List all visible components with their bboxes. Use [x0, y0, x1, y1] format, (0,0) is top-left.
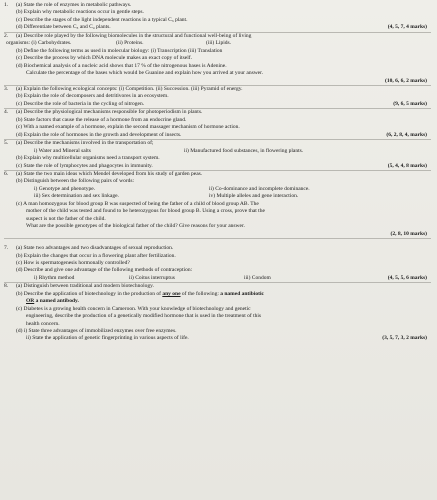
question-3 [4, 86, 431, 108]
q4-marks: (6, 2, 8, 4, marks) [386, 131, 427, 138]
q8-part-a: (a) Distinguish between traditional and modern biotechnology. [16, 283, 154, 290]
q5-part-c [4, 163, 431, 170]
q4-part-c: (c) With a named example of a hormone, explain the second massager mechanism of hormone action. [16, 124, 240, 131]
q3-part-b: (b) Explain the role of decomposers and detritivores in an ecosystem. [16, 93, 169, 100]
q6-part-c-1: (c) A man homozygous for blood group B was suspected of being the father of a child of blood group AB. The [16, 200, 259, 207]
q8-part-c-3: health concern. [26, 320, 60, 327]
q7-part-d-items [4, 275, 431, 282]
q8-part-d-2 [4, 335, 431, 342]
q5-part-c-text: (c) State the role of lymphocytes and phagocytes in immunity. [16, 162, 153, 169]
q5-item-food: ii) Manufactured food substances, in flowering plants. [184, 147, 304, 154]
q1-marks: (4, 5, 7, 4 marks) [387, 24, 427, 31]
q8-option-antibiotic: a named antibiotic [220, 290, 264, 297]
question-number: 8. [4, 283, 9, 290]
q8-marks: (3, 5, 7, 3, 2 marks) [382, 335, 427, 342]
question-7 [4, 245, 431, 282]
q8-any-one: any one [162, 290, 181, 297]
question-8 [4, 283, 431, 343]
q1-part-c: (c) Describe the stages of the light independent reactions in a typical C₃ plant. [16, 16, 188, 23]
q8-part-b-text: (b) Describe the application of biotechnology in the production of [16, 290, 163, 297]
question-6 [4, 171, 431, 238]
q2-item-carbohydrates: organisms: (i) Carbohydrates. [6, 40, 72, 47]
q7-part-c: (c) How is spermatogenesis hormonally controlled? [16, 259, 130, 266]
q5-part-a: (a) Describe the mechanisms involved in the transportation of; [16, 140, 154, 147]
q2-part-b: (b) Define the following terms as used in molecular biology: (i) Transcription (iii) Translation [16, 47, 223, 54]
q6-part-c-2: mother of the child was tested and found to be heterozygous for blood group B. Using a cross, prove that the [26, 208, 265, 215]
q6-part-c-3: suspect is not the father of the child. [26, 215, 106, 222]
question-5 [4, 140, 431, 170]
q8-part-c-1: (c) Diabetes is a growing health concern in Cameroon. With your knowledge of biotechnology and genetic [16, 305, 251, 312]
q6-item-sex-determination: iii) Sex determination and sex linkage. [34, 193, 119, 200]
q6-part-a: (a) State the two main ideas which Mendel developed from his study of garden peas. [16, 170, 203, 177]
q1-part-a: (a) State the role of enzymes in metabolic pathways. [16, 2, 132, 8]
q8-part-d-2-text: ii) State the application of genetic fingerprinting in various aspects of life. [26, 335, 189, 342]
q6-marks: (2, 8, 10 marks) [390, 230, 427, 237]
q8-part-b-text-2: of the following: [180, 290, 221, 297]
q2-marks-line [4, 78, 431, 85]
q7-part-d: (d) Describe and give one advantage of the following methods of contraception: [16, 267, 193, 274]
q1-part-d [4, 24, 431, 31]
q5-part-a-items [4, 148, 431, 155]
q7-item-condom: iii) Condom [244, 274, 271, 281]
q8-part-b-2 [4, 298, 431, 305]
q2-item-lipids: (iii) Lipids. [206, 40, 232, 47]
divider [4, 238, 431, 239]
question-number: 1. [4, 2, 9, 8]
q6-part-b-row2 [4, 193, 431, 200]
question-1 [4, 2, 431, 32]
question-number: 7. [4, 245, 9, 252]
q3-part-c [4, 101, 431, 108]
q5-item-water: i) Water and Mineral salts [34, 147, 91, 154]
question-number: 2. [4, 32, 9, 39]
question-number: 3. [4, 85, 9, 92]
q7-part-b: (b) Explain the changes that occur in a flowering plant after fertilization. [16, 252, 176, 259]
q2-part-d: (d) Biochemical analysis of a nucleic acid shows that 17 % of the nitrogenous bases is Adenine. [16, 62, 227, 69]
q6-item-codominance: ii) Co-dominance and incomplete dominance. [209, 185, 310, 192]
q2-part-a: (a) Describe role played by the following biomolecules in the structural and functional well-being of living [16, 32, 252, 39]
q2-part-a-items [4, 40, 431, 47]
q2-part-c: (c) Describe the process by which DNA molecule makes an exact copy of itself. [16, 55, 192, 62]
question-2 [4, 33, 431, 85]
q8-part-c-2: engineering, describe the production of a genetically modified hormone that is used in the treatment of this [26, 313, 262, 320]
q3-part-a: (a) Explain the following ecological concepts: (i) Competition. (ii) Succession. (iii) Pyramid of energy. [16, 85, 243, 92]
q4-part-b: (b) State factors that cause the release of a hormone from an endocrine gland. [16, 116, 187, 123]
q4-part-d-text: (d) Explain the role of hormones in the growth and development of insects. [16, 131, 182, 138]
q7-marks: (4, 5, 5, 6 marks) [387, 274, 427, 281]
q2-part-d-2: Calculate the percentage of the bases which would be Guanine and explain how you arrived at your answer. [26, 70, 264, 77]
q5-marks: (5, 4, 4, 8 marks) [387, 162, 427, 169]
question-number: 6. [4, 170, 9, 177]
q6-item-multiple-alleles: iv) Multiple alleles and gene interaction. [209, 193, 299, 200]
q8-or: OR [26, 298, 35, 305]
q8-option-antibody: a named antibody. [34, 298, 79, 305]
q8-part-b-1 [4, 291, 431, 298]
q2-marks: (10, 6, 6, 2 marks) [384, 77, 427, 84]
q7-item-rhythm: i) Rhythm method [34, 274, 75, 281]
question-number: 5. [4, 140, 9, 147]
q6-part-c-4: What are the possible genotypes of the biological father of the child? Give reasons for your answer. [26, 223, 245, 230]
q3-marks: (9, 6, 5 marks) [393, 100, 427, 107]
q5-part-b: (b) Explain why multicellular organisms need a transport system. [16, 155, 160, 162]
question-4 [4, 109, 431, 139]
q8-part-d: (d) i) State three advantages of immobilized enzymes over free enzymes. [16, 328, 177, 335]
q6-part-b: (b) Distinguish between the following pairs of words: [16, 178, 135, 185]
q3-part-c-text: (c) Describe the role of bacteria in the cycling of nitrogen. [16, 100, 145, 107]
q4-part-a: (a) Describe the physiological mechanisms responsible for photoperiodism in plants. [16, 109, 203, 116]
question-number: 4. [4, 109, 9, 116]
q7-item-coitus: ii) Coitus interruptus [129, 274, 175, 281]
q4-part-d [4, 132, 431, 139]
q6-item-genotype: i) Genotype and phenotype. [34, 185, 96, 192]
q2-item-proteins: (ii) Proteins. [116, 40, 144, 47]
q6-marks-line [4, 231, 431, 238]
q1-part-b: (b) Explain why metabolic reactions occur in gentle steps. [16, 9, 144, 16]
q1-part-d-text: (d) Differentiate between C₃ and C₄ plants. [16, 24, 111, 31]
q7-part-a: (a) State two advantages and two disadvantages of sexual reproduction. [16, 245, 174, 252]
